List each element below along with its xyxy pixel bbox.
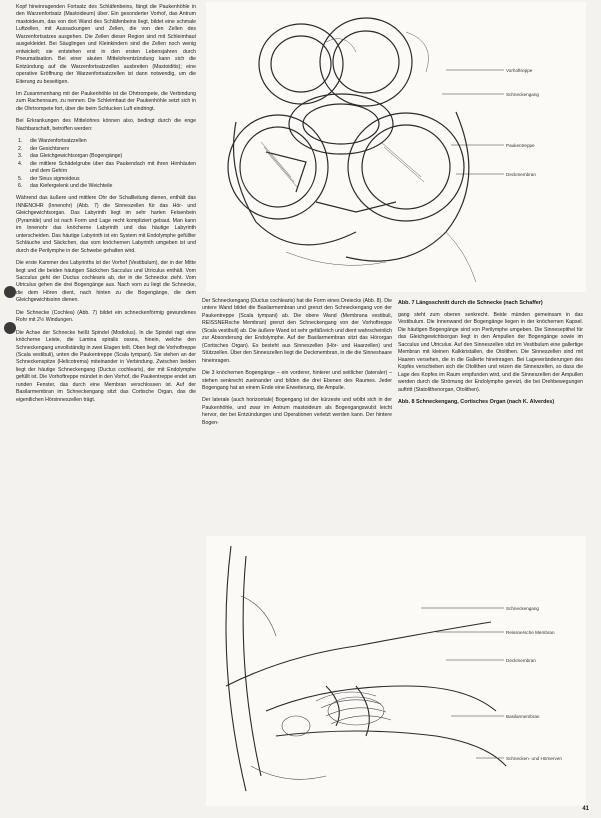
label-basilarmembran: Basilarmembran <box>506 714 540 719</box>
figure-cochlea-section <box>206 2 586 292</box>
list-item: 1. die Warzenfortsatzzellen <box>18 138 87 145</box>
label-deckmembran: Deckmembran <box>506 172 536 177</box>
list-item: 6. das Kiefergelenk und die Weichteile <box>18 182 113 189</box>
list-intro: Bei Erkrankungen des Mittelohres können also, bedingt durch die enge Nachbarschaft, betroffen werden: <box>16 118 196 132</box>
paragraph-ohrtrompete: Im Zusammenhang mit der Paukenhöhle ist die Ohrtrompete, die Verbindung zum Rachenraum, zu nennen. Die Schleimhaut der Paukenhöhle setzt sich in die Ohrtrompete fort, über die beim Schlucken Luft eindringt. <box>16 90 196 112</box>
label-reissnersche-membran: Reissnersche Membran <box>506 630 555 635</box>
label-schneckengang: Schneckengang <box>506 92 539 97</box>
corti-organ-drawing <box>206 536 586 806</box>
paragraph-schnecke: Die Schnecke (Cochlea) (Abb. 7) bildet ein schneckenförmig gewundenes Rohr mit 2½ Windungen. <box>16 309 196 324</box>
list-item: 2. der Gesichtsnerv <box>18 145 70 152</box>
paragraph-innenohr: Während das äußere und mittlere Ohr der Schallleitung dienen, enthält das INNENOHR (Innenohr) (Abb. 7) die Sinneszellen für das Hör- und Gleichgewichtsorgan. Das Labyrinth liegt im sehr harten Felsenbein (Pyramide) und ist nach Form und Lage recht kompliziert gebaut. Man kann im Innenohr das knöcherne Labyrinth und das häutige Labyrinth unterscheiden. Das häutige Labyrinth ist ein System mit Endolymphe gefüllter Schläuche und Säckchen, das vom knöchernen Labyrinth umgeben ist und durch die Perilymphe in der Schwebe gehalten wird. <box>16 195 196 254</box>
figure8-caption: Abb. 8 Schneckengang, Cortisches Organ (nach K. Alverdes) <box>398 398 555 405</box>
label-paukentreppe: Paukentreppe <box>506 143 535 148</box>
left-text-column <box>16 4 196 409</box>
label-hoernerven: Schnecken- und Hörnerven <box>506 756 562 761</box>
complication-list <box>16 138 196 190</box>
label-vorhoftreppe: Vorhoftreppe <box>506 68 533 73</box>
right-text-column <box>398 300 583 411</box>
label-schneckengang: Schneckengang <box>506 606 539 611</box>
figure-corti-organ <box>206 536 586 806</box>
paragraph-gleichgewicht: gang steht zum oberen senkrecht. Beide münden gemeinsam in das Vestibulum. Die Innenwand der Bogengänge liegen in der knöchernen Kapsel. Die häutigen Bogengänge sind von Perilymphe umgeben. Die Sinnesepithel für das Gleichgewichtsorgan liegt in den Ampullen der Bogengänge sowie im Sacculus und Utriculus. Auf den Sinneszellen sitzt im Vestibulum eine gallertige Membran mit kleinen Kalkkristallen, die Otolithen. Die Sinneszellen sind mit Haaren versehen, die in die Gallerte hineinragen. Bei Lageveränderungen des Kopfes verschieben sich die Otolithen und reizen die Sinneszellen, so dass die Lage des Kopfes im Raum empfunden wird, und die Sinneszellen der Ampullen werden durch die Strömung der Endolymphe gereizt, die bei Drehbewegungen auftritt (Statolithenorgan, Otolithen). <box>398 312 583 393</box>
label-deckmembran: Deckmembran <box>506 658 536 663</box>
paragraph-bogengaenge: Die 3 knöchernen Bogengänge – ein vorderer, hinterer und seitlicher (lateraler) – stehen senkrecht zueinander und bilden die drei Ebenen des Raumes. Jeder Bogengang hat an einem Ende eine Erweiterung, die Ampulle. <box>202 370 392 391</box>
paragraph-spindel: Die Achse der Schnecke heißt Spindel (Modiolus). In die Spindel ragt eine knöcherne Leiste, die Lamina spiralis ossea, hinein, welche den Schneckengang unvollständig in zwei Etagen teilt. Oben liegt die Vorhoftreppe (Scala vestibuli), unten die Paukentreppe (Scala tympani). Sie stehen an der Schneckenspitze (Helicotrema) miteinander in Verbindung. Zwischen beiden liegt der häutige Schneckengang (Ductus cochlearis), der mit Endolymphe gefüllt ist. Die Vorhoftreppe mündet in den Vorhof, die Paukentreppe endet am runden Fenster, das durch eine Membran verschlossen ist. Auf der Basilarmembran im Schneckengang sitzt das Cortische Organ, das die eigentlichen Hörsinneszellen trägt. <box>16 329 196 403</box>
list-item: 4. die mittlere Schädelgrube über das Paukendach mit ihren Hirnhäuten und dem Gehirn <box>18 160 196 175</box>
paragraph-vorhof: Die erste Kammer des Labyrinths ist der Vorhof (Vestibulum), der in der Mitte liegt und die beiden häutigen Säckchen Sacculus und Utriculus enthält. Vom Sacculus geht der Ductus cochlearis ab, der in die Schnecke zieht. Vom Utriculus gehen die drei Bogengänge aus. Nach vorn zu liegt die Schnecke, die dem Hören dient, nach hinten zu die Bogengänge, die dem Gleichgewichtssinn dienen. <box>16 260 196 304</box>
punch-hole-bottom <box>4 322 16 334</box>
middle-text-column <box>202 298 392 432</box>
figure7-caption: Abb. 7 Längsschnitt durch die Schnecke (nach Schaffer) <box>398 300 543 306</box>
paragraph-lateraler-bogengang: Der laterale (auch horizontale) Bogengang ist der kürzeste und wölbt sich in der Paukenhöhle, und zwar im Antrum mastoideum als Bogengangswulst leicht hervor, der bei Entzündungen und Operationen verletzt werden kann. Der hintere Bogen- <box>202 397 392 426</box>
paragraph-mastoid: Kopf hineinragenden Fortsatz des Schläfenbeins, fängt die Paukenhöhle in den Warzenfortsatz (Mastoideum) über. Ein gesonderter Vorhof, das Antrum mastoideum, das von dort Wand des Schläfenbeins liegt, bildet eine schmale Luftzellen, mit Aussackungen und Zellen, die von den Zellen des Warzenfortsatzes ausgehen. Die Zellen dieser Region sind mit Schleimhaut ausgekleidet. Bei Säuglingen und Kleinkindern sind die Zellen noch wenig entwickelt; sie entstehen erst in den ersten Lebensjahren durch Pneumatisation. Bei einer akuten Mittelohrentzündung kann sich die Entzündung auf die Warzenfortsatzzellen ausbreiten (Mastoiditis); eine operative Eröffnung der Warzenfortsatzzellen ist dann notwendig, um die Eiterung zu beseitigen. <box>16 4 196 85</box>
paragraph-schneckengang: Der Schneckengang (Ductus cochlearis) hat die Form eines Dreiecks (Abb. 8). Die untere Wand bildet die Basilarmembran und grenzt den Schneckengang von der Paukentreppe (Scala tympani) ab. Die obere Wand (Membrana vestibuli, REISSNERsche Membran) grenzt den Schneckengang von der Vorhoftreppe (Scala vestibuli) ab. Die äußere Wand ist sehr gefäßreich und dient wahrscheinlich zur Absonderung der Endolymphe. Auf der Basilarmembran sitzt das Hörorgan (Cortisches Organ). Es besteht aus Sinneszellen (Hör- und Haarzellen) und Stützzellen. Über den Sinneszellen liegt die Deckmembran, in die die Sinneshaare hineinragen. <box>202 298 392 364</box>
punch-hole-top <box>4 286 16 298</box>
list-item: 5. der Sinus sigmoideus <box>18 175 80 182</box>
list-item: 3. das Gleichgewichtsorgan (Bogengänge) <box>18 153 123 160</box>
page-number: 41 <box>582 806 589 812</box>
cochlea-section-drawing <box>206 2 586 292</box>
